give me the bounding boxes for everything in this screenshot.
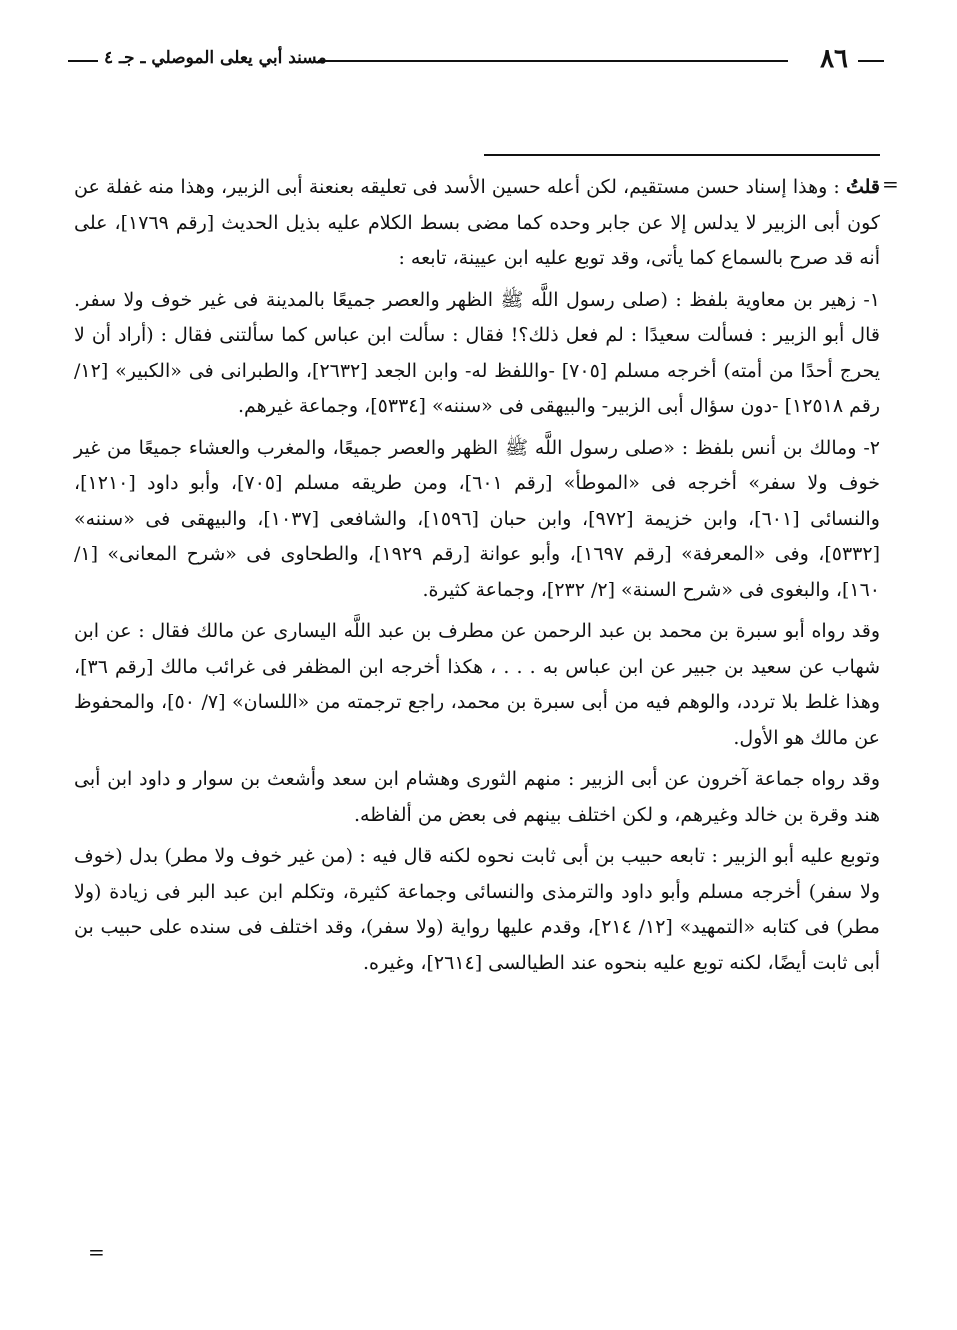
continuation-mark-end: = — [88, 1240, 105, 1264]
footnote-item-2: ٢- ومالك بن أنس بلفظ : «صلى رسول اللَّه ﷺ الظهر والعصر جميعًا، والمغرب والعشاء جميعًا من غير خوف ولا سفر» أخرجه فى «الموطأ» [رقم ٦٠١]، ومن طريقه مسلم [٧٠٥]، وأبو داود [١٢١٠]، والنسائى [٦٠١]، وابن خزيمة [٩٧٢]، وابن حبان [١٥٩٦]، والشافعى [١٠٣٧]، والبيهقى فى «سننه» [٥٣٣٢]، وفى «المعرفة» [رقم ١٦٩٧]، وأبو عوانة [رقم ١٩٢٩]، والطحاوى فى «شرح المعانى» [١/ ١٦٠]، والبغوى فى «شرح السنة» [٢/ ٢٣٢]، وجماعة كثيرة. — [74, 436, 881, 601]
footnote-intro — [74, 170, 880, 277]
footnote-intro-text: : وهذا إسناد حسن مستقيم، لكن أعله حسين الأسد فى تعليقه بعنعنة أبى الزبير، وهذا منه غفلة عن كون أبى الزبير لا يدلس إلا عن جابر وحده كما مضى بسط الكلام عليه بذيل الحديث [رقم ١٧٦٩]، على أنه قد صرح بالسماع كما يأتى، وقد توبع عليه ابن عيينة، تابعه : — [74, 176, 880, 269]
footnote-item-1: ١- زهير بن معاوية بلفظ : (صلى رسول اللَّه ﷺ الظهر والعصر جميعًا بالمدينة فى غير خوف ولا سفر. قال أبو الزبير : فسألت سعيدًا : لم فعل ذلك؟! فقال : سألت ابن عباس كما سألتنى فقال : (أراد أن لا يحرج أحدًا من أمته) أخرجه مسلم [٧٠٥] -واللفظ له- وابن الجعد [٢٦٣٢]، والطبرانى فى «الكبير» [١٢/ رقم ١٢٥١٨] -دون سؤال أبى الزبير- والبيهقى فى «سننه» [٥٣٣٤]، وجماعة غيرهم. — [74, 288, 880, 417]
footnote-intro-lead: قلتُ — [845, 176, 880, 198]
page-number: ٨٦ — [820, 44, 848, 74]
page-header — [68, 44, 884, 78]
footnote-body — [74, 170, 880, 987]
header-rule-left — [68, 60, 98, 62]
footnote-para-others: وقد رواه جماعة آخرون عن أبى الزبير : منهم الثورى وهشام ابن سعد وأشعث بن سوار و داود ابن أبى هند وقرة بن خالد وغيرهم، و لكن اختلف بينهم فى بعض من ألفاظه. — [74, 768, 880, 826]
header-rule-right — [858, 60, 884, 62]
running-title: مسند أبي يعلى الموصلي ـ جـ ٤ — [104, 48, 327, 68]
continuation-mark-start: = — [882, 172, 899, 196]
header-rule-middle — [318, 60, 788, 62]
footnote-para-abu-sabra: وقد رواه أبو سبرة بن محمد بن عبد الرحمن عن مطرف بن عبد اللَّه اليسارى عن مالك فقال : عن ابن شهاب عن سعيد بن جبير عن ابن عباس به . . . ، هكذا أخرجه ابن المظفر فى غرائب مالك [رقم ٣٦]، وهذا غلط بلا تردد، والوهم فيه من أبى سبرة بن محمد، راجع ترجمته من «اللسان» [٧/ ٥٠]، والمحفوظ عن مالك هو الأول. — [74, 620, 880, 749]
footnote-separator — [484, 154, 880, 156]
footnote-para-habib: وتوبع عليه أبو الزبير : تابعه حبيب بن أبى ثابت نحوه لكنه قال فيه : (من غير خوف ولا مطر) بدل (خوف ولا سفر) أخرجه مسلم وأبو داود والترمذى والنسائى وجماعة كثيرة، وتكلم ابن عبد البر فى زيادة (ولا مطر) فى كتابه «التمهيد» [١٢/ ٢١٤]، وقدم عليها رواية (ولا سفر)، وقد اختلف فى سنده على حبيب بن أبى ثابت أيضًا، لكنه توبع عليه بنحوه عند الطيالسى [٢٦١٤]، وغيره. — [74, 845, 880, 974]
